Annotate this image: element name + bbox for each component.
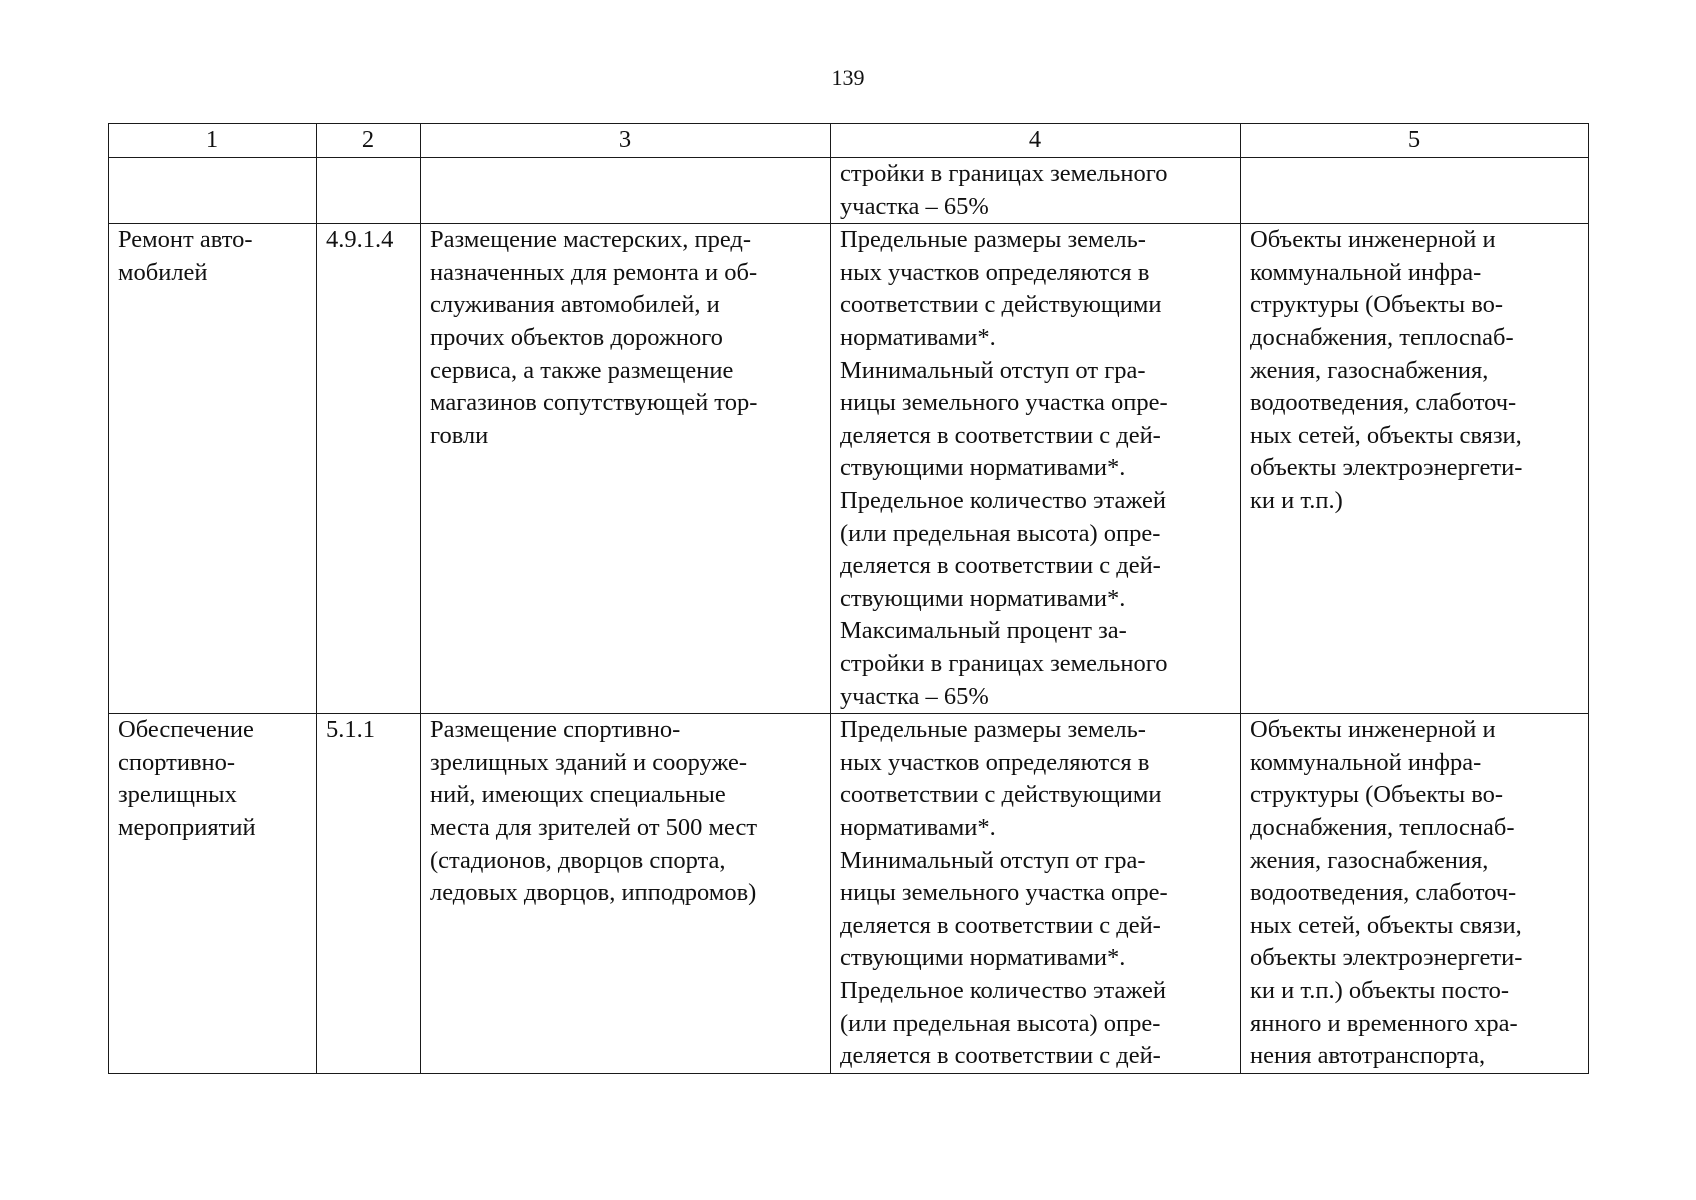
text-line: деляется в соответствии с дей- [840,552,1161,580]
text-line: янного и временного хра- [1250,1009,1518,1037]
text-line: Объекты инженерной и [1250,716,1496,744]
page-number: 139 [831,65,865,90]
text-line: структуры (Объекты во- [1250,781,1504,809]
text-line: стройки в границах земельного [840,160,1168,187]
text-line: (или предельная высота) опре- [840,1009,1161,1037]
text-line: 5.1.1 [326,716,375,744]
table-row [109,714,1589,1074]
cell-description [421,224,831,714]
text-line: магазинов сопутствующей тор- [430,389,758,417]
text-line: деляется в соответствии с дей- [840,421,1161,449]
cell-code [317,224,421,714]
text-line: ствующими нормативами*. [840,584,1126,612]
text-line: доснабжения, теплосnаб- [1250,323,1514,351]
text-line: ствующими нормативами*. [840,454,1126,482]
text-line: водоотведения, слаботоч- [1250,879,1517,907]
text-line: Размещение мастерских, пред- [430,226,752,254]
header-col-5: 5 [1241,124,1589,158]
text-line: ницы земельного участка опре- [840,389,1168,417]
text-line: (или предельная высота) опре- [840,519,1161,547]
table-row-continuation [109,158,1589,224]
text-line: ницы земельного участка опре- [840,879,1168,907]
cell-code [317,714,421,1074]
text-line: участка – 65% [840,682,989,710]
text-line: структуры (Объекты во- [1250,291,1504,319]
text-line: деляется в соответствии с дей- [840,1042,1161,1070]
table-row [109,224,1589,714]
header-row [109,124,1589,158]
text-line: ки и т.п.) [1250,486,1343,514]
text-line: зрелищных зданий и сооруже- [430,748,748,776]
cell-description [421,714,831,1074]
text-line: ний, имеющих специальные [430,781,726,809]
text-line: жения, газоснабжения, [1250,846,1489,874]
text-line: ных сетей, объекты связи, [1250,911,1522,939]
text-line: ледовых дворцов, ипподромов) [430,879,757,907]
text-line: прочих объектов дорожного [430,323,723,351]
text-line: мероприятий [118,813,256,841]
text-line: Минимальный отступ от гра- [840,846,1146,874]
header-col-4: 4 [831,124,1241,158]
text-line: соответствии с действующими [840,781,1162,809]
text-line: ствующими нормативами*. [840,944,1126,972]
text-line: доснабжения, теплоснаб- [1250,813,1515,841]
text-line: (стадионов, дворцов спорта, [430,846,726,874]
text-line: нормативами*. [840,323,996,351]
zoning-table [108,123,1589,1074]
header-col-3: 3 [421,124,831,158]
text-line: Объекты инженерной и [1250,226,1496,254]
text-line: деляется в соответствии с дей- [840,911,1161,939]
text-line: спортивно- [118,748,236,776]
text-line: Предельное количество этажей [840,486,1166,514]
text-line: коммунальной инфра- [1250,748,1482,776]
text-line: объекты электроэнергети- [1250,454,1523,482]
text-line: ных сетей, объекты связи, [1250,421,1522,449]
text-line: Предельное количество этажей [840,976,1166,1004]
header-col-2: 2 [317,124,421,158]
cell-auxiliary [1241,714,1589,1074]
text-line: назначенных для ремонта и об- [430,258,758,286]
text-line: 4.9.1.4 [326,226,394,254]
header-col-1: 1 [109,124,317,158]
text-line: ных участков определяются в [840,258,1150,286]
text-line: Минимальный отступ от гра- [840,356,1146,384]
text-line: объекты электроэнергети- [1250,944,1523,972]
text-line: места для зрителей от 500 мест [430,813,758,841]
cell-description [421,158,831,224]
text-line: водоотведения, слаботоч- [1250,389,1517,417]
text-line: служивания автомобилей, и [430,291,720,319]
text-line: соответствии с действующими [840,291,1162,319]
cell-parameters [831,224,1241,714]
cell-auxiliary [1241,158,1589,224]
text-line: коммунальной инфра- [1250,258,1482,286]
text-line: Максимальный процент за- [840,617,1127,645]
cell-auxiliary [1241,224,1589,714]
cell-parameters [831,158,1241,224]
text-line: ных участков определяются в [840,748,1150,776]
cell-use-name [109,224,317,714]
text-line: Предельные размеры земель- [840,716,1146,744]
text-line: мобилей [118,258,208,286]
cell-use-name [109,714,317,1074]
text-line: нения автотранспорта, [1250,1042,1486,1070]
text-line: говли [430,421,489,449]
cell-parameters [831,714,1241,1074]
text-line: нормативами*. [840,813,996,841]
cell-use-name [109,158,317,224]
text-line: ки и т.п.) объекты посто- [1250,976,1510,1004]
text-line: Размещение спортивно- [430,716,681,744]
text-line: Предельные размеры земель- [840,226,1146,254]
text-line: стройки в границах земельного [840,649,1168,677]
text-line: участка – 65% [840,192,989,220]
text-line: жения, газоснабжения, [1250,356,1489,384]
text-line: Ремонт авто- [118,226,253,254]
text-line: сервиса, а также размещение [430,356,734,384]
text-line: зрелищных [118,781,237,809]
cell-code [317,158,421,224]
text-line: Обеспечение [118,716,254,744]
